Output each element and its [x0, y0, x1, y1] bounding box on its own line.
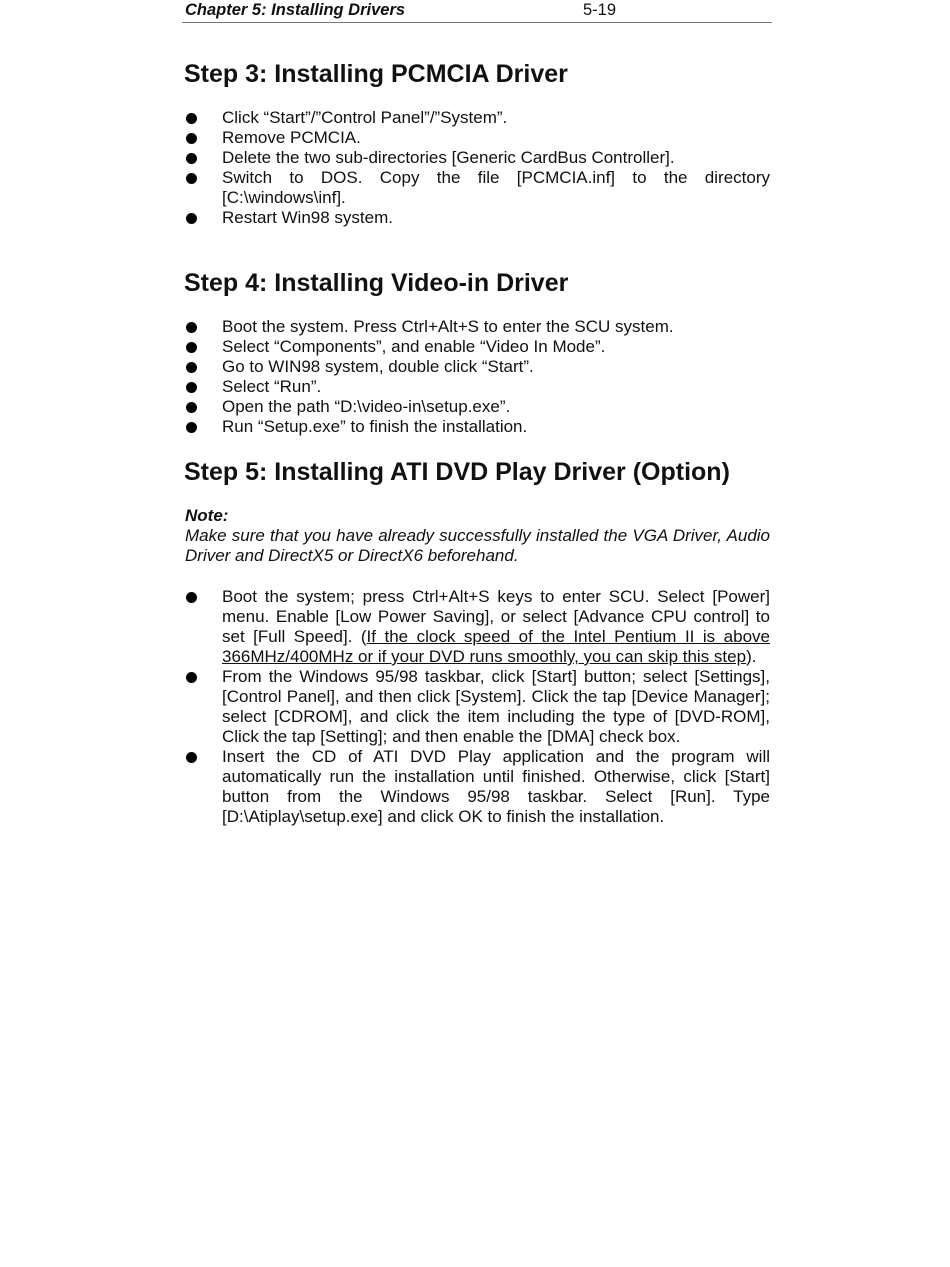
note-label: Note:	[185, 506, 229, 525]
list-item: Select “Components”, and enable “Video In Mode”.	[184, 337, 770, 357]
list-item: Insert the CD of ATI DVD Play application and the program will automatically run the installation until finished. Otherwise, click [Start] button from the Windows 95/98 taskbar. Select [Run]. Type [D:\Atiplay\setup.exe] and click OK to finish the installation.	[184, 747, 770, 827]
bullet-icon	[186, 592, 197, 603]
step3-list	[184, 108, 770, 228]
step4-heading: Step 4: Installing Video-in Driver	[184, 269, 569, 297]
bullet-icon	[186, 213, 197, 224]
note-text: Make sure that you have already successfully installed the VGA Driver, Audio Driver and DirectX5 or DirectX6 beforehand.	[185, 526, 770, 565]
bullet-icon	[186, 382, 197, 393]
step3-heading: Step 3: Installing PCMCIA Driver	[184, 60, 568, 88]
note-block	[185, 506, 770, 566]
list-item: Run “Setup.exe” to finish the installation.	[184, 417, 770, 437]
bullet-icon	[186, 752, 197, 763]
bullet-icon	[186, 342, 197, 353]
step4-list	[184, 317, 770, 437]
list-item: Restart Win98 system.	[184, 208, 770, 228]
list-item: Open the path “D:\video-in\setup.exe”.	[184, 397, 770, 417]
bullet-icon	[186, 402, 197, 413]
bullet-icon	[186, 173, 197, 184]
bullet-icon	[186, 153, 197, 164]
step5-heading: Step 5: Installing ATI DVD Play Driver (Option)	[184, 458, 730, 486]
list-item: Switch to DOS. Copy the file [PCMCIA.inf] to the directory [C:\windows\inf].	[184, 168, 770, 208]
list-item: Remove PCMCIA.	[184, 128, 770, 148]
list-item: Boot the system. Press Ctrl+Alt+S to enter the SCU system.	[184, 317, 770, 337]
bullet-icon	[186, 672, 197, 683]
page-number: 5-19	[583, 1, 617, 19]
underlined-tip: If the clock speed of the Intel Pentium II is above 366MHz/400MHz or if your DVD runs smoothly, you can skip this step	[222, 627, 770, 666]
chapter-title: Chapter 5: Installing Drivers	[185, 1, 406, 19]
list-item: From the Windows 95/98 taskbar, click [Start] button; select [Settings], [Control Panel], and then click [System]. Click the tap [Device Manager]; select [CDROM], and click the item including the type of [DVD-ROM], Click the tap [Setting]; and then enable the [DMA] check box.	[184, 667, 770, 747]
list-item: Click “Start”/”Control Panel”/”System”.	[184, 108, 770, 128]
list-item: Go to WIN98 system, double click “Start”.	[184, 357, 770, 377]
bullet-icon	[186, 133, 197, 144]
list-item: Delete the two sub-directories [Generic CardBus Controller].	[184, 148, 770, 168]
step5-list	[184, 587, 770, 827]
bullet-icon	[186, 362, 197, 373]
bullet-icon	[186, 322, 197, 333]
bullet-icon	[186, 422, 197, 433]
bullet-icon	[186, 113, 197, 124]
list-item: Boot the system; press Ctrl+Alt+S keys to enter SCU. Select [Power] menu. Enable [Low Power Saving], or select [Advance CPU control] to set [Full Speed]. (If the clock speed of the Intel Pentium II is above 366MHz/400MHz or if your DVD runs smoothly, you can skip this step).	[184, 587, 770, 667]
list-item: Select “Run”.	[184, 377, 770, 397]
page-header	[182, 0, 772, 23]
